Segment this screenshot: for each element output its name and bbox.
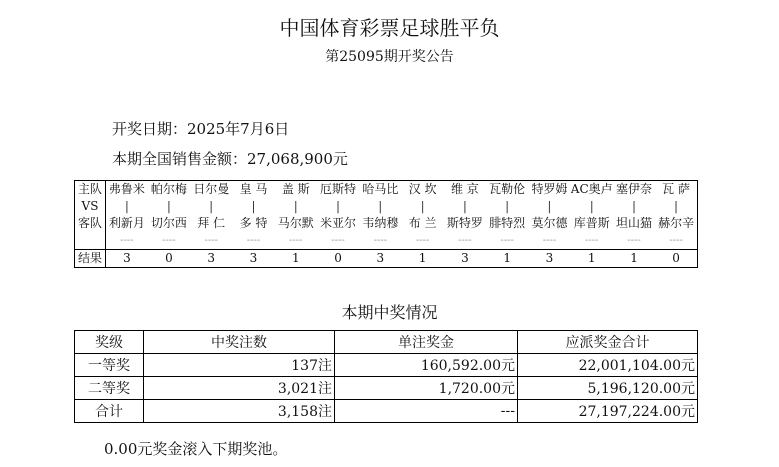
draw-date: 开奖日期：2025年7月6日 (112, 120, 290, 138)
vs-mark: | (462, 199, 467, 213)
match-result: 3 (528, 250, 570, 268)
dash-mark: ---- (331, 235, 345, 246)
cell-count: 137注 (144, 354, 335, 377)
cell-level: 合计 (75, 400, 144, 423)
match-result: 3 (190, 250, 232, 268)
away-team: 库普斯 (573, 216, 610, 230)
away-team: 切尔西 (150, 216, 187, 230)
vs-label: VS (75, 198, 106, 215)
match-result: 3 (232, 250, 274, 268)
prize-section-title: 本期中奖情况 (341, 303, 438, 322)
match-result: 0 (148, 250, 190, 268)
col-header-level: 奖级 (75, 331, 144, 354)
cell-total: 5,196,120.00元 (518, 377, 698, 400)
home-team: 盖 斯 (281, 182, 310, 196)
col-header-total: 应派奖金合计 (518, 331, 698, 354)
vs-mark: | (420, 199, 425, 213)
home-label: 主队 (75, 181, 106, 199)
col-header-count: 中奖注数 (144, 331, 335, 354)
match-result: 1 (571, 250, 613, 268)
vs-mark: | (124, 199, 129, 213)
away-label: 客队 (75, 215, 106, 232)
home-team: 塞伊奈 (616, 182, 653, 196)
match-result: 1 (486, 250, 528, 268)
match-result: 1 (613, 250, 655, 268)
home-team: 特罗姆 (531, 182, 568, 196)
dash-mark: ---- (415, 235, 430, 246)
result-label: 结果 (75, 250, 106, 268)
home-team: 厄斯特 (320, 182, 357, 196)
match-result: 0 (655, 250, 697, 268)
vs-mark: | (166, 199, 171, 213)
sales-amount: 本期全国销售金额：27,068,900元 (112, 150, 348, 168)
cell-level: 一等奖 (75, 354, 144, 377)
cell-unit-prize: --- (335, 400, 518, 423)
dash-mark: ---- (120, 235, 134, 246)
home-team: AC奥卢 (570, 182, 613, 196)
vs-mark: | (209, 199, 214, 213)
cell-unit-prize: 1,720.00元 (335, 377, 518, 400)
away-team: 米亚尔 (320, 216, 357, 230)
dash-mark: ---- (373, 235, 388, 246)
cell-total: 22,001,104.00元 (518, 354, 698, 377)
cell-unit-prize: 160,592.00元 (335, 354, 518, 377)
page-title: 中国体育彩票足球胜平负 (279, 16, 500, 40)
dash-mark: ---- (246, 235, 261, 246)
dash-mark: ---- (204, 235, 218, 246)
vs-mark: | (336, 199, 341, 213)
match-result: 1 (401, 250, 443, 268)
dash-mark: ---- (584, 235, 599, 246)
cell-total: 27,197,224.00元 (518, 400, 698, 423)
home-team: 汉 坎 (408, 182, 437, 196)
dash-mark: ---- (500, 235, 514, 246)
away-team: 韦纳穆 (362, 216, 399, 230)
dash-mark: ---- (289, 235, 303, 246)
away-team: 腓特烈 (489, 216, 526, 230)
vs-mark: | (293, 199, 298, 213)
prize-table (74, 330, 698, 423)
cell-count: 3,021注 (144, 377, 335, 400)
cell-count: 3,158注 (144, 400, 335, 423)
away-team: 坦山猫 (616, 216, 653, 230)
table-row (75, 354, 698, 377)
vs-mark: | (547, 199, 552, 213)
match-table (74, 180, 698, 268)
match-result: 3 (359, 250, 401, 268)
match-result: 3 (444, 250, 486, 268)
home-team: 弗鲁米 (108, 182, 145, 196)
away-team: 马尔默 (277, 216, 314, 230)
home-team: 哈马比 (362, 182, 399, 196)
table-row (75, 377, 698, 400)
vs-mark: | (674, 199, 679, 213)
home-team: 维 京 (450, 182, 479, 196)
away-team: 赫尔辛 (658, 216, 695, 230)
vs-mark: | (505, 199, 510, 213)
vs-mark: | (631, 199, 637, 213)
away-team: 利新月 (108, 216, 145, 230)
dash-mark: ---- (669, 235, 683, 246)
vs-mark: | (378, 199, 383, 213)
away-team: 斯特罗 (446, 216, 483, 230)
home-team: 日尔曼 (193, 182, 230, 196)
dash-mark: ---- (162, 235, 176, 246)
vs-mark: | (589, 199, 594, 213)
home-team: 瓦勒伦 (489, 182, 526, 196)
dash-mark: ---- (627, 235, 641, 246)
col-header-unit-prize: 单注奖金 (335, 331, 518, 354)
home-team: 瓦 萨 (662, 182, 690, 196)
table-row (75, 400, 698, 423)
home-team: 帕尔梅 (150, 182, 187, 196)
away-team: 布 兰 (408, 216, 437, 230)
match-result: 3 (106, 250, 148, 268)
rollover-note: 0.00元奖金滚入下期奖池。 (104, 440, 288, 458)
away-team: 多 特 (239, 216, 268, 230)
away-team: 莫尔德 (531, 216, 568, 230)
vs-mark: | (251, 199, 256, 213)
blank-head (75, 232, 106, 250)
home-team: 皇 马 (239, 182, 268, 196)
cell-level: 二等奖 (75, 377, 144, 400)
issue-subtitle: 第25095期开奖公告 (325, 49, 454, 65)
dash-mark: ---- (542, 235, 557, 246)
dash-mark: ---- (458, 235, 472, 246)
away-team: 拜 仁 (197, 216, 226, 230)
match-result: 0 (317, 250, 359, 268)
match-result: 1 (275, 250, 317, 268)
